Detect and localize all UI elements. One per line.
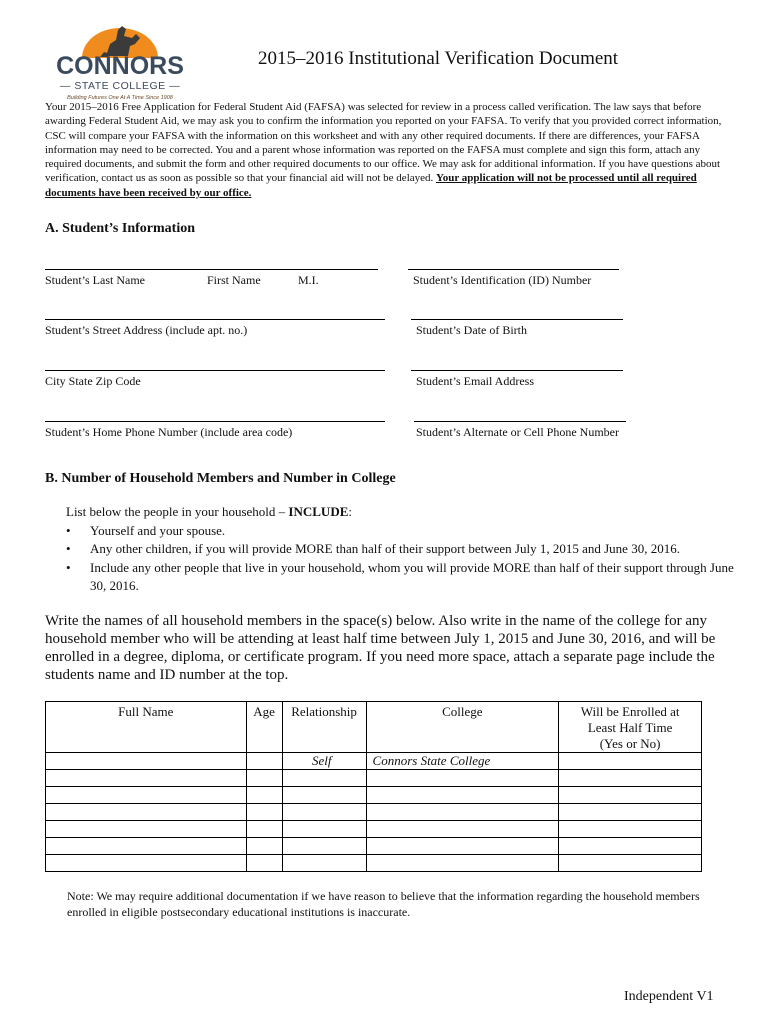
cell-relationship[interactable] (282, 804, 366, 821)
cell-enrolled[interactable] (559, 787, 702, 804)
header-age: Age (246, 702, 282, 753)
name-field-line[interactable] (45, 269, 378, 270)
cell-age[interactable] (246, 838, 282, 855)
email-field-line[interactable] (411, 370, 623, 371)
table-row (46, 838, 702, 855)
table-row (46, 821, 702, 838)
home-phone-field-line[interactable] (45, 421, 385, 422)
id-field-line[interactable] (408, 269, 619, 270)
logo-tagline: Building Futures One At A Time Since 1908 (67, 95, 173, 101)
cell-enrolled[interactable] (559, 753, 702, 770)
cell-college[interactable] (366, 855, 559, 872)
intro-emphasis: Your application will not be processed until all required documents have been received by our office. (45, 172, 697, 199)
last-name-label: Student’s Last Name (45, 273, 145, 287)
cell-enrolled[interactable] (559, 804, 702, 821)
household-table (45, 701, 702, 872)
cell-age[interactable] (246, 855, 282, 872)
email-label: Student’s Email Address (416, 374, 534, 388)
intro-paragraph (45, 100, 730, 200)
table-row (46, 804, 702, 821)
list-intro (66, 503, 736, 522)
cell-enrolled[interactable] (559, 838, 702, 855)
cell-age[interactable] (246, 753, 282, 770)
home-phone-label: Student’s Home Phone Number (include area code) (45, 425, 293, 439)
cell-phone-field-line[interactable] (414, 421, 626, 422)
cell-relationship[interactable]: Self (282, 753, 366, 770)
first-name-label: First Name (207, 273, 261, 287)
header-enrolled (559, 702, 702, 753)
dob-field-line[interactable] (411, 319, 623, 320)
footer-version: Independent V1 (624, 989, 714, 1004)
cell-full-name[interactable] (46, 787, 247, 804)
cell-age[interactable] (246, 787, 282, 804)
cell-enrolled[interactable] (559, 770, 702, 787)
cell-college[interactable] (366, 838, 559, 855)
street-field-line[interactable] (45, 319, 385, 320)
cell-phone-label: Student’s Alternate or Cell Phone Number (416, 425, 619, 439)
cell-full-name[interactable] (46, 753, 247, 770)
city-label: City State Zip Code (45, 374, 141, 388)
cell-age[interactable] (246, 821, 282, 838)
street-label: Student’s Street Address (include apt. no.) (45, 323, 248, 337)
cell-college[interactable] (366, 821, 559, 838)
city-field-line[interactable] (45, 370, 385, 371)
document-title: 2015–2016 Institutional Verification Document (258, 48, 619, 69)
header-college: College (366, 702, 559, 753)
logo-subtitle: — STATE COLLEGE — (59, 80, 181, 92)
id-number-label: Student’s Identification (ID) Number (413, 273, 592, 287)
cell-college[interactable] (366, 770, 559, 787)
section-a-heading: A. Student’s Information (45, 221, 195, 236)
list-intro-end: : (348, 504, 353, 519)
list-item: • Any other children, if you will provide MORE than half of their support between July 1, 2015 and June 30, 2016. (90, 540, 736, 559)
household-include-list (66, 503, 736, 596)
header-enrolled-line3: (Yes or No) (599, 736, 661, 751)
section-b-heading: B. Number of Household Members and Number in College (45, 471, 396, 486)
cell-relationship[interactable] (282, 770, 366, 787)
logo-name: CONNORS (56, 52, 184, 80)
mi-label: M.I. (298, 273, 319, 287)
cell-full-name[interactable] (46, 821, 247, 838)
documentation-note: Note: We may require additional documentation if we have reason to believe that the information regarding the household members enrolled in eligible postsecondary educational institutions is inaccurate. (67, 889, 700, 919)
cell-college[interactable] (366, 804, 559, 821)
table-header-row (46, 702, 702, 753)
intro-text: Your 2015–2016 Free Application for Federal Student Aid (FAFSA) was selected for review in a process called verification. The law says that before awarding Federal Student Aid, we may ask you to confirm the information you reported on your FAFSA. To verify that you provided correct information, CSC will compare your FAFSA with the information on this worksheet and with any other required documents. If there are differences, your FAFSA information may need to be corrected. You and a parent whose information was reported on the FAFSA must complete and sign this form, attach any required documents, and submit the form and other required documents to our office. We may ask for additional information. If you have questions about verification, contact us as soon as possible so that your financial aid will not be delayed. (45, 101, 722, 185)
cell-full-name[interactable] (46, 838, 247, 855)
header-enrolled-line1: Will be Enrolled at (580, 704, 680, 719)
cell-relationship[interactable] (282, 821, 366, 838)
college-logo (40, 16, 200, 101)
list-item: • Yourself and your spouse. (90, 522, 736, 541)
cell-full-name[interactable] (46, 855, 247, 872)
cell-age[interactable] (246, 804, 282, 821)
list-item: • Include any other people that live in your household, whom you will provide MORE than half of their support through June 30, 2016. (90, 559, 736, 596)
table-row (46, 855, 702, 872)
cell-enrolled[interactable] (559, 821, 702, 838)
household-instructions: Write the names of all household members in the space(s) below. Also write in the name of the college for any household member who will be attending at least half time between July 1, 2015 and June 30, 2016, and will be enrolled in a degree, diploma, or certificate program. If you need more space, attach a separate page include the students name and ID number at the top. (45, 613, 716, 683)
cell-full-name[interactable] (46, 770, 247, 787)
cell-enrolled[interactable] (559, 855, 702, 872)
header-enrolled-line2: Least Half Time (587, 720, 673, 735)
cell-relationship[interactable] (282, 838, 366, 855)
table-row (46, 753, 702, 770)
cell-relationship[interactable] (282, 787, 366, 804)
table-row (46, 787, 702, 804)
cell-full-name[interactable] (46, 804, 247, 821)
header-relationship: Relationship (282, 702, 366, 753)
list-intro-bold: INCLUDE (288, 504, 349, 519)
cell-age[interactable] (246, 770, 282, 787)
header-full-name: Full Name (46, 702, 247, 753)
cell-college[interactable]: Connors State College (366, 753, 559, 770)
list-intro-text: List below the people in your household – (66, 504, 289, 519)
dob-label: Student’s Date of Birth (416, 323, 527, 337)
table-row (46, 770, 702, 787)
cell-college[interactable] (366, 787, 559, 804)
logo-subtitle-text: STATE COLLEGE (74, 80, 166, 92)
cell-relationship[interactable] (282, 855, 366, 872)
